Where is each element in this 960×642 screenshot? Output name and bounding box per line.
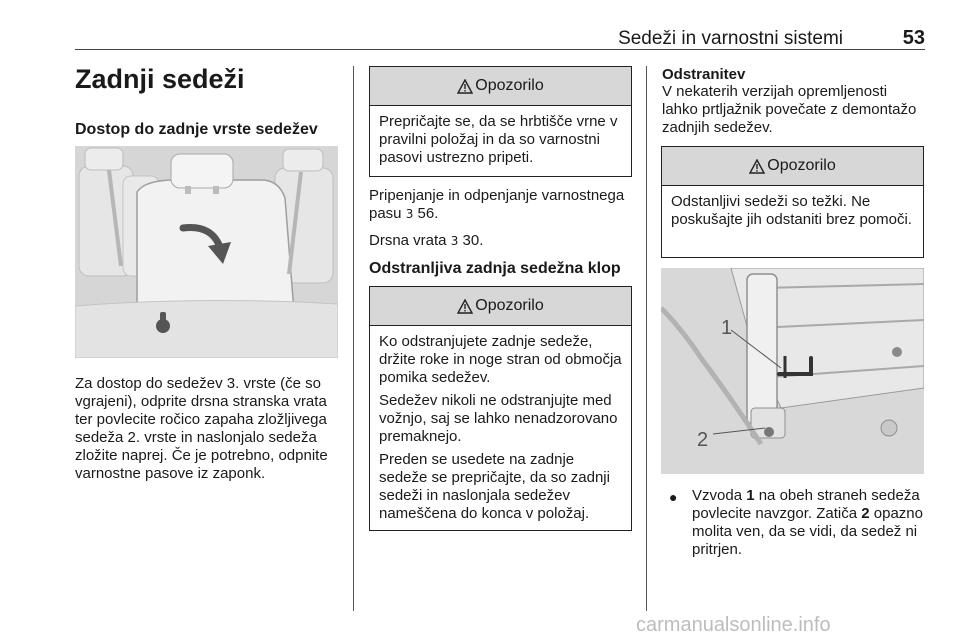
reference-page-door: 30. bbox=[462, 232, 484, 249]
subsection-title-access: Dostop do zadnje vrste sedežev bbox=[75, 121, 318, 138]
access-instructions: Za dostop do sedežev 3. vrste (če so vgrajeni), odprite drsna stranska vrata ter povlecite ročico zapaha zložljivega sedeža 2. vrste in naslonjalo sedeža zložite naprej. Če je potrebno, odpnite varnostne pasove iz zaponk. bbox=[75, 375, 328, 482]
warning-paragraph: Sedežev nikoli ne odstranjujte med vožnjo, saj se lahko nenadzorovano premaknejo. bbox=[379, 392, 618, 445]
reference-page-seatbelt: 56. bbox=[417, 205, 439, 222]
page-number: 53 bbox=[902, 27, 925, 49]
seat-removal-illustration bbox=[661, 268, 924, 474]
warning-title-1: Opozorilo bbox=[475, 77, 544, 94]
warning-header-1 bbox=[370, 67, 631, 106]
removal-title: Odstranitev bbox=[662, 66, 746, 83]
rear-seat-access-illustration bbox=[75, 146, 338, 358]
header-rule bbox=[75, 49, 925, 50]
section-title: Zadnji sedeži bbox=[75, 64, 245, 94]
sliding-door-reference bbox=[369, 232, 631, 250]
warning-triangle-icon bbox=[457, 79, 473, 94]
seatbelt-reference bbox=[369, 187, 631, 223]
step-text: Vzvoda bbox=[692, 487, 747, 504]
warning-header-3 bbox=[662, 147, 923, 186]
warning-box-3 bbox=[661, 146, 924, 258]
page-header bbox=[75, 26, 925, 48]
warning-box-2 bbox=[369, 286, 632, 531]
column-divider-right bbox=[646, 66, 647, 611]
step-text: opazno molita ven, da se vidi, da sedež ni pritrjen. bbox=[692, 505, 923, 558]
removal-intro: V nekaterih verzijah opremljenosti lahko prtljažnik povečate z demontažo zadnjih sedežev. bbox=[662, 83, 917, 136]
warning-header-2 bbox=[370, 287, 631, 326]
callout-label: 2 bbox=[697, 429, 709, 451]
step-text: na obeh straneh sedeža povlecite navzgor. Zatiča bbox=[692, 487, 920, 522]
warning-paragraph: Preden se usedete na zadnje sedeže se prepričajte, da so zadnji sedeži in naslonjala sedežev nameščena do konca v položaj. bbox=[379, 451, 610, 522]
bullet-icon: ● bbox=[669, 489, 678, 505]
warning-text-1: Prepričajte se, da se hrbtišče vrne v pravilni položaj in da so varnostni pasovi ustrezno pripeti. bbox=[379, 113, 618, 166]
warning-paragraph: Ko odstranjujete zadnje sedeže, držite roke in noge stran od območja pomika sedežev. bbox=[379, 333, 622, 386]
page-ref-arrow-icon: 3 bbox=[405, 207, 414, 221]
reference-text-seatbelt: Pripenjanje in odpenjanje varnostnega pasu bbox=[369, 187, 625, 222]
subsection-title-removable: Odstranljiva zadnja sedežna klop bbox=[369, 260, 621, 277]
removal-step bbox=[692, 487, 926, 559]
watermark: carmanualsonline.info bbox=[636, 614, 831, 636]
page-ref-arrow-icon: 3 bbox=[450, 234, 459, 248]
reference-text-door: Drsna vrata bbox=[369, 232, 447, 249]
pin-ref: 2 bbox=[861, 505, 870, 522]
lever-ref: 1 bbox=[746, 487, 755, 504]
warning-box-1 bbox=[369, 66, 632, 177]
warning-triangle-icon bbox=[457, 299, 473, 314]
warning-body-2 bbox=[370, 326, 631, 523]
warning-title-2: Opozorilo bbox=[475, 297, 544, 314]
warning-text-3: Odstanljivi sedeži so težki. Ne poskušajte jih odstaniti brez pomoči. bbox=[671, 193, 912, 228]
warning-title-3: Opozorilo bbox=[767, 157, 836, 174]
column-divider-left bbox=[353, 66, 354, 611]
header-title: Sedeži in varnostni sistemi bbox=[618, 28, 843, 49]
warning-triangle-icon bbox=[749, 159, 765, 174]
callout-label: 1 bbox=[721, 317, 733, 339]
